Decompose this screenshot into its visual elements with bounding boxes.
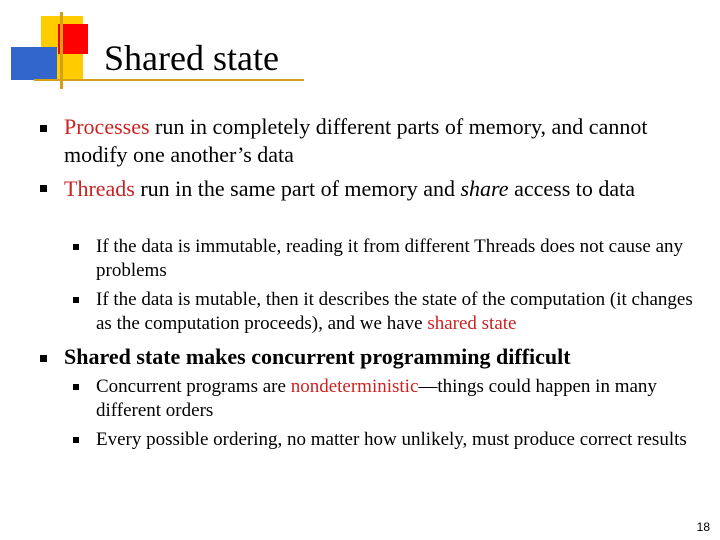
sub-bullet-text: Concurrent programs are: [96, 376, 291, 397]
sub-bullet-marker: [73, 437, 79, 443]
bullet-shared-state: [64, 343, 704, 371]
sub-bullet-text: Every possible ordering, no matter how unlikely, must produce correct results: [96, 429, 687, 450]
sub-bullet-immutable: [96, 235, 696, 283]
bullet-text: run in the same part of memory and: [134, 176, 461, 201]
sub-bullet-text: —things could happen in many different orders: [96, 376, 657, 421]
decor-vertical-line: [60, 12, 63, 89]
bullet-marker: [40, 355, 47, 362]
bullet-text: Shared state makes concurrent programming difficult: [64, 344, 571, 369]
sub-bullet-nondeterministic: [96, 375, 696, 423]
sub-bullet-marker: [73, 384, 79, 390]
decor-blue-square: [11, 47, 57, 80]
sub-bullet-mutable: [96, 288, 696, 336]
highlight-nondeterministic: nondeterministic: [290, 376, 419, 397]
bullet-marker: [40, 185, 47, 192]
sub-bullet-text: If the data is mutable, then it describes the state of the computation (it changes as the computation proceeds), and we have: [96, 289, 693, 334]
highlight-processes: Processes: [64, 114, 150, 139]
bullet-threads: [64, 175, 704, 203]
sub-bullet-text: If the data is immutable, reading it from different Threads does not cause any problems: [96, 236, 684, 281]
slide-title: Shared state: [104, 38, 279, 78]
highlight-shared-state: shared state: [427, 313, 517, 334]
sub-bullet-marker: [73, 297, 79, 303]
sub-bullet-marker: [73, 244, 79, 250]
emphasis-share: share: [460, 176, 509, 201]
bullet-text: run in completely different parts of memory, and cannot modify one another’s data: [64, 114, 648, 167]
page-number: 18: [696, 520, 710, 534]
sub-bullet-ordering: [96, 428, 696, 452]
bullet-marker: [40, 125, 47, 132]
bullet-processes: [64, 113, 704, 169]
highlight-threads: Threads: [64, 176, 135, 201]
bullet-text: access to data: [508, 176, 636, 201]
